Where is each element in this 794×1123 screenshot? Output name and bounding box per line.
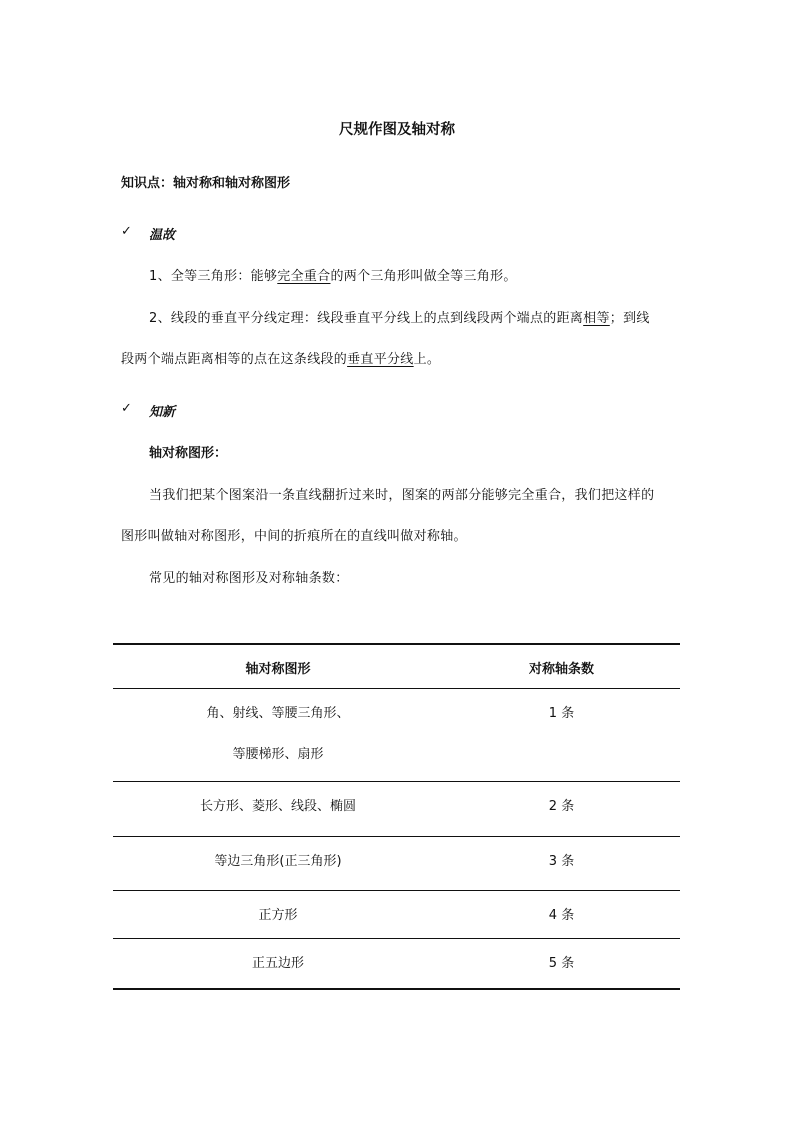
- checkmark-icon: ✓: [121, 224, 132, 239]
- review-item-2-line-1: [149, 307, 650, 326]
- table-header-shape: 轴对称图形: [245, 662, 311, 677]
- table-row-divider: [113, 938, 680, 939]
- table-header-rule: [113, 688, 680, 689]
- table-header-count: 对称轴条数: [528, 662, 594, 677]
- table-row-2-count: 2 条: [548, 799, 575, 814]
- table-row-2-shape: 长方形、菱形、线段、椭圆: [199, 799, 356, 814]
- review-item-1-prefix: 1、全等三角形：能够: [149, 269, 278, 284]
- review-label: 温故: [149, 228, 176, 243]
- table-row-1-count: 1 条: [548, 706, 575, 721]
- review-item-2-answer-2: 垂直平分线: [347, 352, 414, 367]
- review-item-2-answer-1: 相等: [583, 311, 610, 326]
- review-item-2-line-2: [121, 348, 440, 367]
- table-row-divider: [113, 890, 680, 891]
- table-row-1-shape-line-2: 等腰梯形、扇形: [232, 747, 324, 762]
- review-item-1-suffix: 的两个三角形叫做全等三角形。: [330, 269, 517, 284]
- table-row-divider: [113, 836, 680, 837]
- checkmark-icon: ✓: [121, 401, 132, 416]
- table-row-5-count: 5 条: [548, 956, 575, 971]
- review-item-2-prefix: 2、线段的垂直平分线定理：线段垂直平分线上的点到线段两个端点的距离: [149, 311, 584, 326]
- review-item-2-line-2-suffix: 上。: [413, 352, 441, 367]
- knowledge-point-heading: 知识点：轴对称和轴对称图形: [121, 176, 291, 191]
- table-bottom-rule: [113, 988, 680, 990]
- review-item-1: [149, 265, 517, 284]
- table-row-3-shape: 等边三角形(正三角形): [214, 854, 342, 869]
- review-item-2-line-2-prefix: 段两个端点距离相等的点在这条线段的: [121, 352, 348, 367]
- definition-line-2: 图形叫做轴对称图形，中间的折痕所在的直线叫做对称轴。: [121, 529, 467, 544]
- table-row-3-count: 3 条: [548, 854, 575, 869]
- table-row-1-shape-line-1: 角、射线、等腰三角形、: [206, 706, 350, 721]
- review-item-2-suffix: ；到线: [609, 311, 650, 326]
- table-row-divider: [113, 781, 680, 782]
- table-row-4-shape: 正方形: [258, 908, 298, 923]
- axis-symmetry-subheading: 轴对称图形：: [149, 446, 228, 461]
- definition-line-1: 当我们把某个图案沿一条直线翻折过来时，图案的两部分能够完全重合，我们把这样的: [149, 488, 655, 503]
- table-top-rule: [113, 643, 680, 645]
- new-knowledge-label: 知新: [149, 405, 176, 420]
- page-title: 尺规作图及轴对称: [339, 122, 455, 138]
- table-row-4-count: 4 条: [548, 908, 575, 923]
- table-row-5-shape: 正五边形: [251, 956, 304, 971]
- table-intro: 常见的轴对称图形及对称轴条数：: [149, 571, 349, 586]
- review-item-1-answer: 完全重合: [277, 269, 331, 284]
